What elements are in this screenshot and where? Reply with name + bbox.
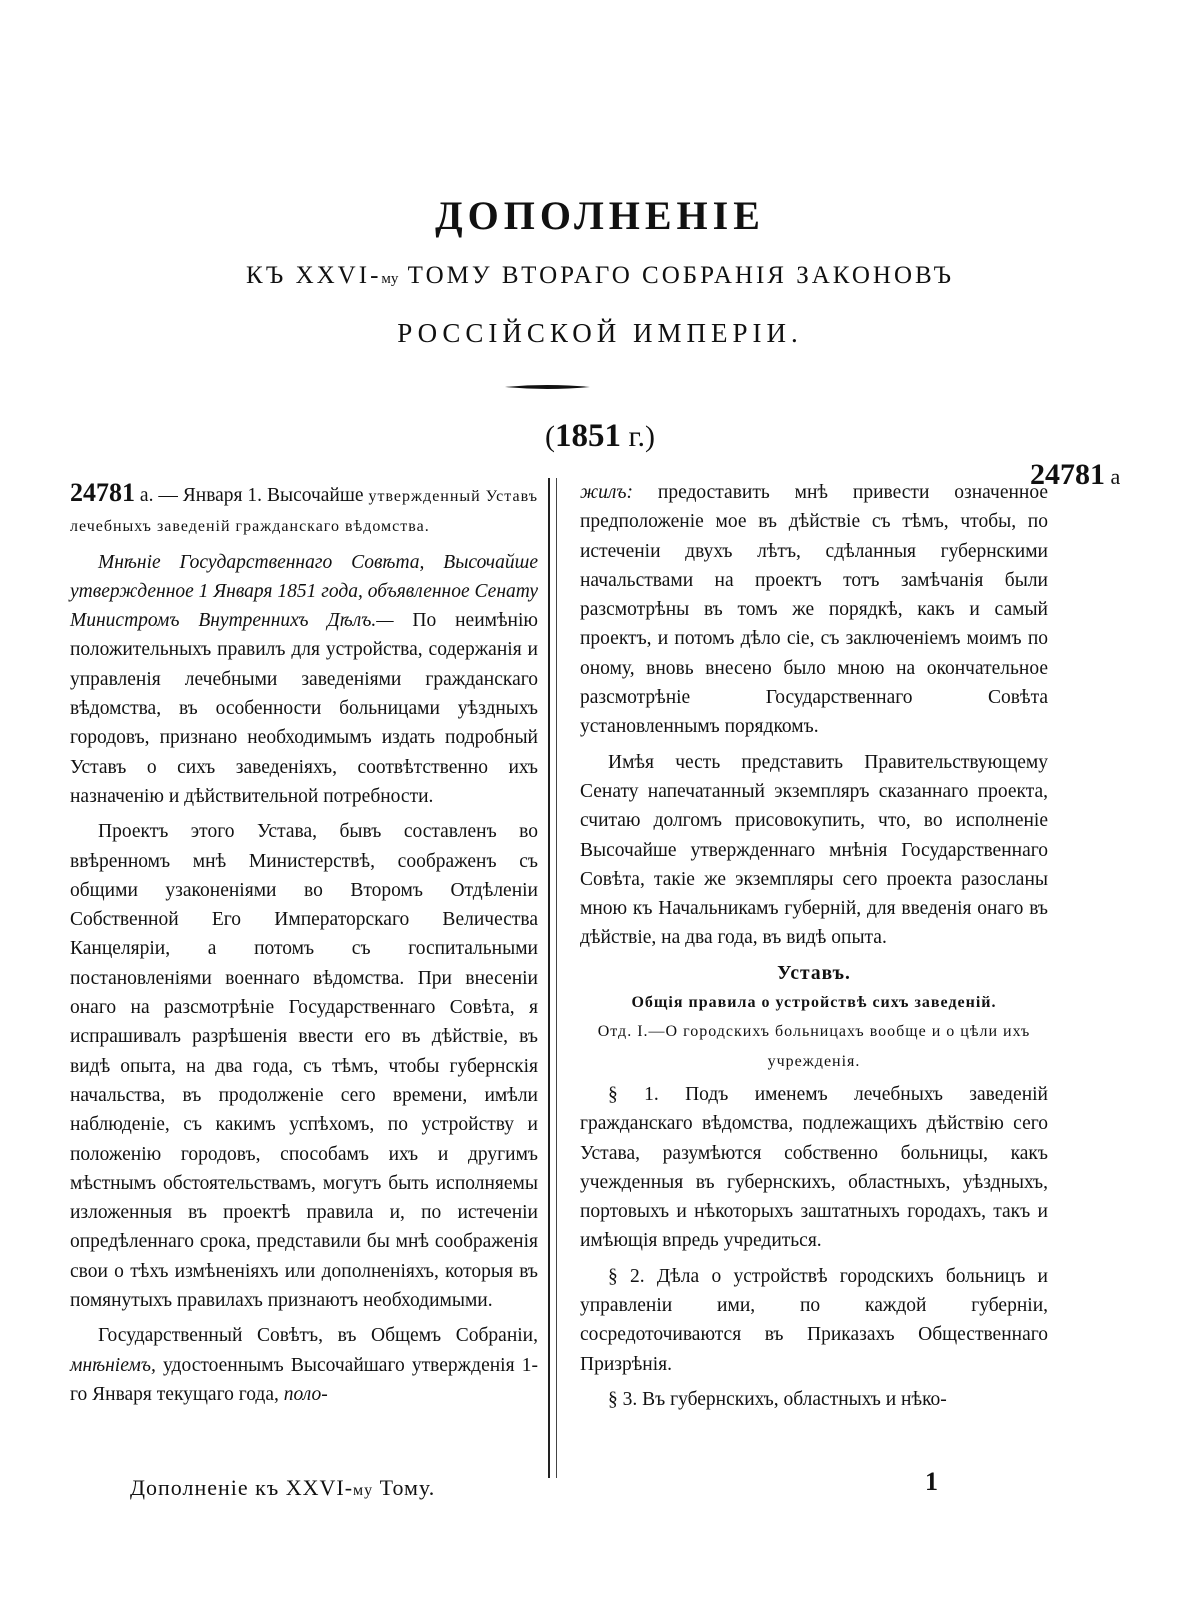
year-open: ( [545,420,556,453]
paragraph: Проектъ этого Устава, бывъ составленъ во ввѣренномъ мнѣ Министерствѣ, соображенъ съ общими узаконеніями во Второмъ Отдѣленіи Собственной Его Императорскаго Величества Канцеляріи, а потомъ съ госпитальными постановленіями военнаго вѣдомства. При внесеніи онаго на разсмотрѣніе Государственнаго Совѣта, я испрашивалъ разрѣшенія ввести его въ дѣйствіе, въ видѣ опыта, на два года, съ тѣмъ, чтобы губернскія начальства, въ продолженіе сего времени, имѣли наблюденіе, съ какимъ успѣхомъ, по устройству и положенію городовъ, способамъ ихъ и другимъ мѣстнымъ обстоятельствамъ, могутъ быть исполняемы изложенныя въ проектѣ правила и, по истеченіи опредѣленнаго срока, представили бы мнѣ соображенія свои о тѣхъ измѣненіяхъ или дополненіяхъ, которыя въ помянутыхъ правилахъ признаютъ необходимыми. [70,821,538,1312]
year-close: г.) [621,420,655,453]
year-label [0,418,1200,455]
law-title: утвержденный Уставъ лечебныхъ заведеній гражданскаго вѣдомства. [70,488,539,536]
subtitle-pre: КЪ XXVI- [246,262,382,289]
article-2: § 2. Дѣла о устройствѣ городскихъ больницъ и управленіи ими, по каждой губерніи, сосредоточиваются въ Приказахъ Общественнаго Призрѣнія. [580,1265,1048,1375]
opinion-paragraph [70,548,538,812]
law-heading [70,478,538,542]
law-number: 24781 [70,478,135,507]
law-intro: а. — Января 1. Высочайше [135,485,369,506]
paragraph-italic: поло- [283,1383,328,1405]
section-heading: Уставъ. [777,962,851,984]
subtitle-suffix: му [381,271,399,287]
paragraph-text: предоставить мнѣ привести означенное предположеніе мое въ дѣйствіе съ тѣмъ, чтобы, по истеченіи двухъ лѣтъ, сдѣланныя губернскими начальствами на проектъ тотъ замѣчанія были разсмотрѣны въ томъ же порядкѣ, какъ и самый проектъ, и потомъ дѣло сіе, съ заключеніемъ моимъ по оному, вновь внесено было мною на окончательное разсмотрѣніе Государственнаго Совѣта установленнымъ порядкомъ. [580,482,1048,738]
section-subheading: Общія правила о устройствѣ сихъ заведеній. [631,994,997,1012]
margin-law-number [1030,458,1120,492]
footer-signature [130,1475,435,1501]
paragraph [580,478,1048,742]
department-heading: Отд. I.—О городскихъ больницахъ вообще и о цѣли ихъ учрежденія. [597,1023,1031,1070]
paragraph-text: Государственный Совѣтъ, въ Общемъ Собраніи, [98,1325,538,1347]
page-number: 1 [925,1467,938,1496]
page-title: ДОПОЛНЕНІЕ [435,193,765,238]
page-subtitle-2: РОССІЙСКОЙ ИМПЕРІИ. [397,318,803,348]
margin-number: 24781 [1030,458,1105,491]
opinion-italic: Мнѣніе Государственнаго Совѣта, Высочайше утвержденное 1 Января 1851 года, объявленное Сенату Министромъ Внутреннихъ Дѣлъ.— [70,551,538,632]
subtitle-post: ТОМУ ВТОРАГО СОБРАНІЯ ЗАКОНОВЪ [398,262,954,289]
paragraph-italic: жилъ: [580,482,634,503]
paragraph-text: По неимѣнію положительныхъ правилъ для устройства, содержанія и управленія лечебными заведеніями гражданскаго вѣдомства, въ особенности больницами уѣздныхъ городовъ, признано необходимымъ издать подробный Уставъ о сихъ заведеніяхъ, соотвѣтственно ихъ назначенію и дѣйствительной потребности. [70,610,538,807]
ornamental-rule [505,384,590,390]
article-3: § 3. Въ губернскихъ, областныхъ и нѣко- [608,1388,947,1410]
paragraph: Имѣя честь представить Правительствующему Сенату напечатанный экземпляръ сказаннаго проекта, считаю долгомъ присовокупить, что, во исполненіе Высочайше утвержденнаго мнѣнія Государственнаго Совѣта, такіе же экземпляры сего проекта разосланы мною къ Начальникамъ губерній, для введенія онаго въ дѣйствіе, на два года, въ видѣ опыта. [580,751,1048,949]
paragraph-italic: мнѣніемъ, [70,1354,156,1376]
paragraph-text: удостоеннымъ Высочайшаго утвержденія 1-го Января текущаго года, [70,1354,538,1405]
footer-post: Тому. [373,1475,436,1500]
margin-suffix: а [1105,464,1121,489]
article-1: § 1. Подъ именемъ лечебныхъ заведеній гражданскаго вѣдомства, подлежащихъ дѣйствію сего Устава, разумѣются собственно больницы, какъ учежденныя въ губернскихъ, областныхъ, уѣздныхъ, портовыхъ и нѣкоторыхъ заштатныхъ городахъ, такъ и имѣющія впредь учредиться. [580,1083,1048,1252]
year-number: 1851 [555,418,622,454]
right-column [580,478,1048,1420]
left-column [70,478,538,1415]
page-subtitle [0,262,1200,290]
paragraph [70,1321,538,1409]
footer-pre: Дополненіе къ XXVI- [130,1475,354,1500]
column-divider [548,478,557,1478]
footer-suffix: му [353,1482,374,1499]
